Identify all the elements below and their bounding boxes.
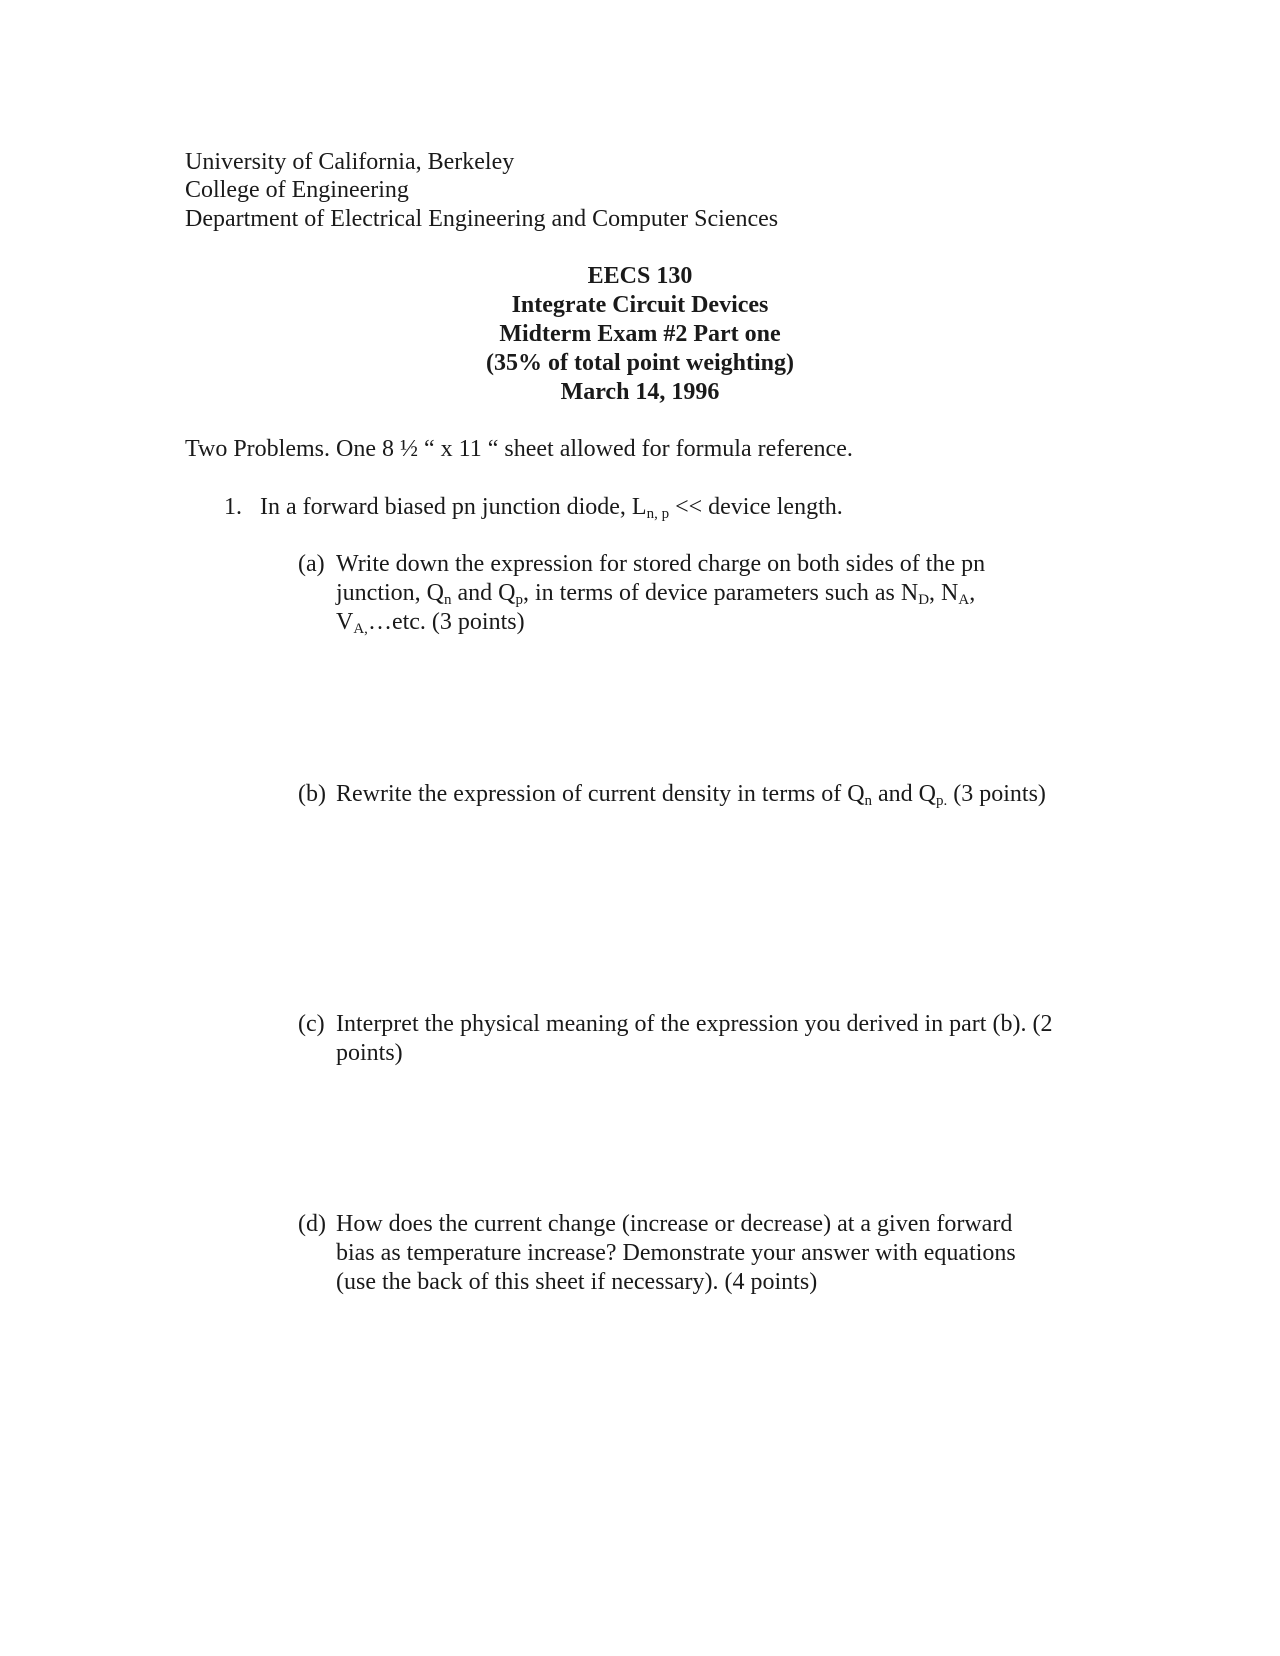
instructions: Two Problems. One 8 ½ “ x 11 “ sheet allowed for formula reference. xyxy=(185,436,853,462)
course-name: Integrate Circuit Devices xyxy=(511,292,769,318)
department-name: Department of Electrical Engineering and Computer Sciences xyxy=(185,206,779,232)
university-name: University of California, Berkeley xyxy=(185,149,515,175)
exam-weighting: (35% of total point weighting) xyxy=(486,350,794,376)
problem-1-number: 1. xyxy=(224,494,242,520)
part-a-line-1: Write down the expression for stored charge on both sides of the pn xyxy=(336,551,986,577)
part-d-line-1: How does the current change (increase or decrease) at a given forward xyxy=(336,1211,1013,1237)
part-c-line-1: Interpret the physical meaning of the expression you derived in part (b). (2 xyxy=(336,1011,1053,1037)
part-c-label: (c) xyxy=(298,1011,325,1037)
exam-title: Midterm Exam #2 Part one xyxy=(499,321,781,347)
course-code: EECS 130 xyxy=(587,263,693,289)
part-b-label: (b) xyxy=(298,781,326,807)
problem-1-stem: In a forward biased pn junction diode, $L_{n, p}$ << device length. xyxy=(260,494,843,522)
part-c-line-2: points) xyxy=(336,1040,403,1066)
part-d-line-3: (use the back of this sheet if necessary). (4 points) xyxy=(336,1269,818,1295)
part-a-line-2: junction, $Q_n$ and $Q_p$, in terms of device parameters such as $N_D$, $N_A$, xyxy=(336,580,976,608)
part-b-text: Rewrite the expression of current density in terms of $Q_n$ and $Q_{p.}$ (3 points) xyxy=(336,781,1046,809)
part-d-line-2: bias as temperature increase? Demonstrate your answer with equations xyxy=(336,1240,1016,1266)
part-a-label: (a) xyxy=(298,551,325,577)
part-a-line-3: $V_{A,}\dots etc$. (3 points) xyxy=(336,609,525,637)
part-d-label: (d) xyxy=(298,1211,326,1237)
college-name: College of Engineering xyxy=(185,177,409,203)
exam-date: March 14, 1996 xyxy=(560,379,720,405)
